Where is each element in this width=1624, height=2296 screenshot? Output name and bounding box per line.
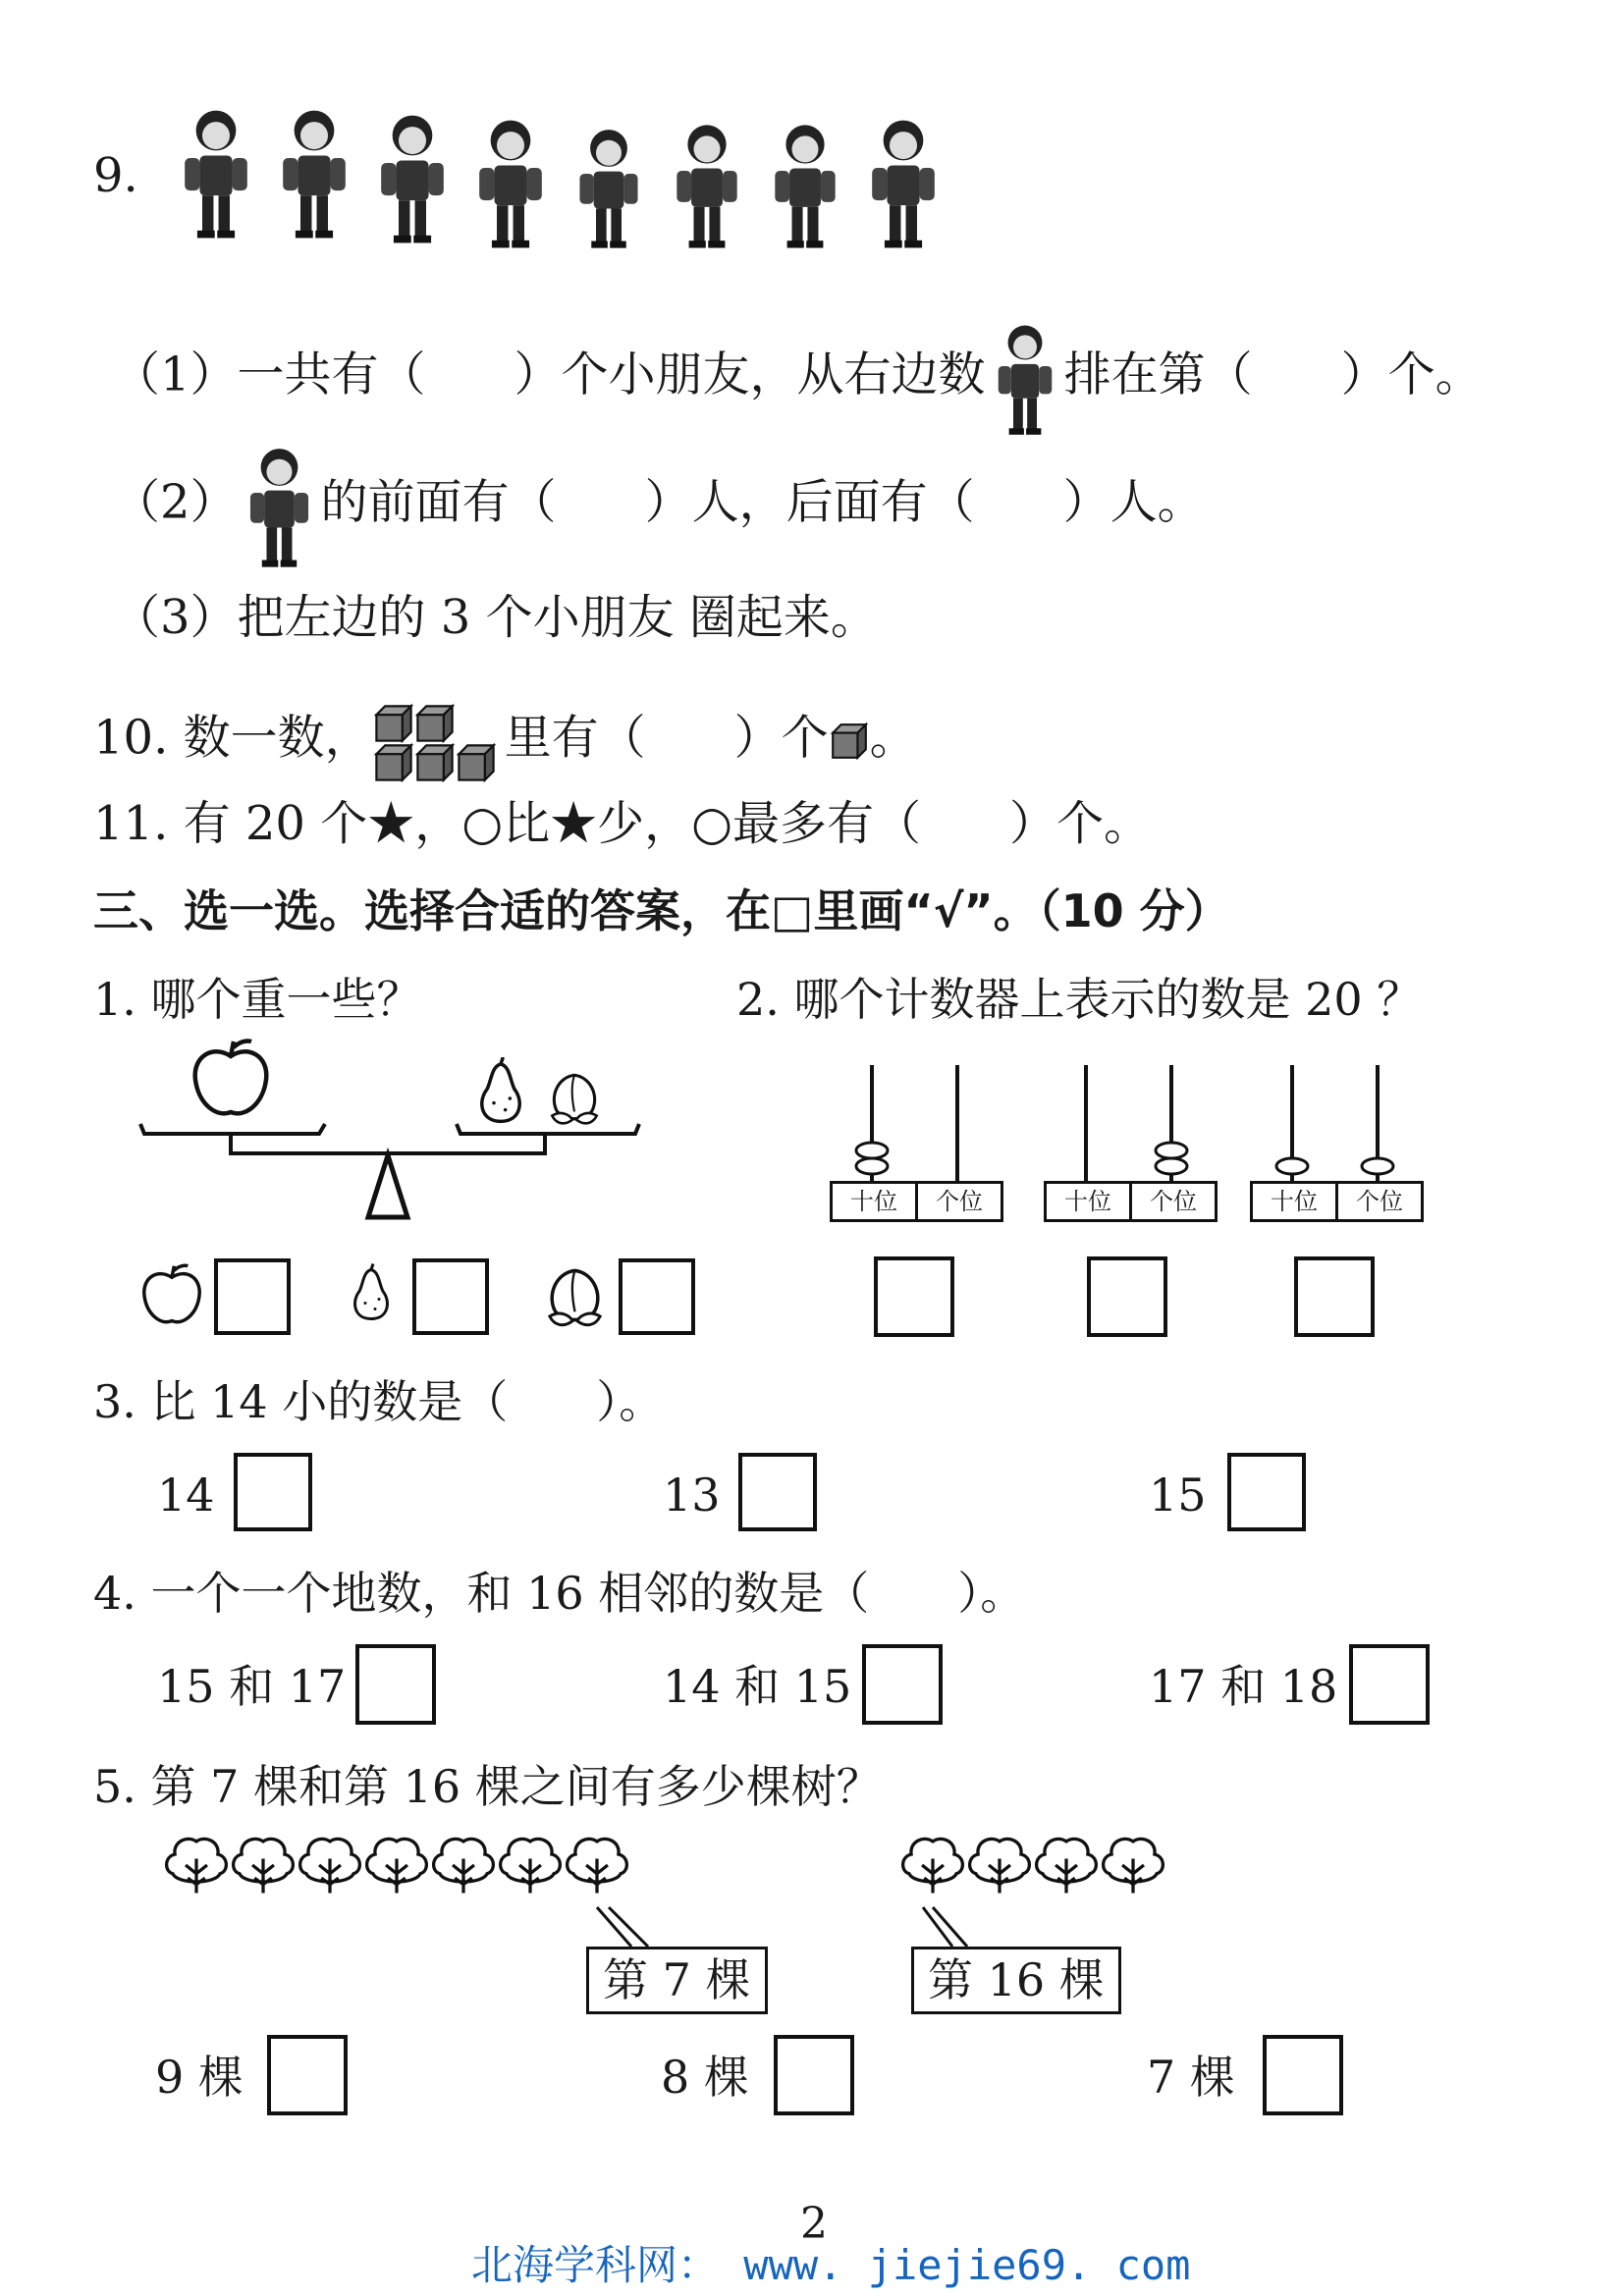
q10-text-a: 10. 数一数， <box>93 710 372 766</box>
q9-p2-text-b: 的前面有（ <box>320 474 557 530</box>
q9-p2-text-d: ）人。 <box>1062 474 1205 530</box>
abacus-2-answer-box[interactable] <box>1087 1256 1167 1337</box>
q9-part1 <box>113 319 1483 437</box>
q9-p1-text-a: （1）一共有（ <box>113 347 426 402</box>
q9-part3: （3）把左边的 3 个小朋友 圈起来。 <box>113 590 878 645</box>
q11 <box>93 796 1151 851</box>
q9-p2-text-c: ）人，后面有（ <box>644 474 975 530</box>
abacus-1 <box>830 1065 1001 1222</box>
s4-option-2-box[interactable] <box>862 1644 943 1725</box>
s4-option-1-box[interactable] <box>355 1644 436 1725</box>
s3-title-end: ）。 <box>596 1375 665 1428</box>
s2-title: 2. 哪个计数器上表示的数是 20 ？ <box>736 973 1423 1026</box>
abacus-3 <box>1250 1065 1422 1222</box>
q9-number: 9. <box>93 148 138 203</box>
s3-option-3-label: 15 <box>1149 1468 1207 1522</box>
section3-title: 三、选一选。选择合适的答案，在□里画“√”。（10 分） <box>93 884 1230 937</box>
abacus-2-base <box>1044 1181 1218 1222</box>
s3-option-1-label: 14 <box>157 1468 215 1522</box>
child-icon <box>986 319 1064 437</box>
pear-answer-box[interactable] <box>412 1258 489 1335</box>
q9-part2 <box>113 442 1205 569</box>
s5-option-3-label: 7 棵 <box>1147 2051 1235 2104</box>
q11-text-b: ）个。 <box>1008 796 1151 851</box>
s3-title-text: 3. 比 14 小的数是（ <box>93 1375 509 1428</box>
q10 <box>93 697 917 785</box>
abacus-1-base <box>830 1181 1003 1222</box>
q10-text-c: ）个 <box>733 710 829 766</box>
balance-scale <box>133 1036 653 1227</box>
child-girl-icon <box>238 442 321 569</box>
abacus-2-ones-label: 个位 <box>1150 1188 1197 1215</box>
children-row <box>177 103 982 254</box>
abacus-3-tens-label: 十位 <box>1253 1184 1338 1219</box>
peach-answer-box[interactable] <box>619 1258 695 1335</box>
abacus-1-answer-box[interactable] <box>874 1256 954 1337</box>
page-number: 2 <box>800 2199 828 2249</box>
s3-title <box>93 1375 665 1428</box>
abacus-1-rods <box>830 1065 1001 1183</box>
s4-title <box>93 1567 1026 1620</box>
tree-16-label: 第 16 棵 <box>911 1947 1121 2014</box>
abacus-1-tens-label: 十位 <box>833 1184 918 1219</box>
apple-answer-box[interactable] <box>214 1258 291 1335</box>
peach-icon <box>538 1261 612 1330</box>
abacus-1-ones-label: 个位 <box>936 1188 983 1215</box>
s3-option-3-box[interactable] <box>1227 1453 1306 1531</box>
s4-title-text: 4. 一个一个地数，和 16 相邻的数是（ <box>93 1567 870 1620</box>
s5-title: 5. 第 7 棵和第 16 棵之间有多少棵树？ <box>93 1760 882 1813</box>
s5-option-1-box[interactable] <box>267 2035 348 2115</box>
q9-p1-text-d: ）个。 <box>1340 347 1483 402</box>
q9-p1-text-b: ）个小朋友，从右边数 <box>514 347 986 402</box>
s5-option-2-box[interactable] <box>774 2035 854 2115</box>
q9-p2-text-a: （2） <box>113 474 238 530</box>
abacus-2-rods <box>1044 1065 1216 1183</box>
apple-icon <box>137 1261 206 1330</box>
pear-icon <box>342 1256 401 1330</box>
abacus-3-base <box>1250 1181 1424 1222</box>
s5-option-3-box[interactable] <box>1263 2035 1343 2115</box>
s4-option-2-label: 14 和 15 <box>663 1660 852 1713</box>
s3-option-1-box[interactable] <box>234 1453 312 1531</box>
cube-icon <box>829 721 870 762</box>
s5-option-1-label: 9 棵 <box>155 2051 244 2104</box>
children-illustration <box>177 103 982 250</box>
q10-text-d: 。 <box>869 710 917 766</box>
tree-7-label: 第 7 棵 <box>586 1947 768 2014</box>
q10-text-b: 里有（ <box>504 710 646 766</box>
q9-p1-text-c: 排在第（ <box>1063 347 1253 402</box>
footer-website[interactable]: 北海学科网： www. jiejie69. com <box>471 2241 1191 2289</box>
abacus-3-ones-label: 个位 <box>1356 1188 1403 1215</box>
abacus-2 <box>1044 1065 1216 1222</box>
s1-title: 1. 哪个重一些？ <box>93 973 422 1026</box>
abacus-2-tens-label: 十位 <box>1047 1184 1132 1219</box>
s4-option-3-label: 17 和 18 <box>1149 1660 1338 1713</box>
s3-option-2-label: 13 <box>663 1468 721 1522</box>
abacus-3-rods <box>1250 1065 1422 1183</box>
s4-option-1-label: 15 和 17 <box>157 1660 347 1713</box>
s3-option-2-box[interactable] <box>738 1453 817 1531</box>
q11-text-a: 11. 有 20 个★，○比★少，○最多有（ <box>93 796 921 851</box>
abacus-3-answer-box[interactable] <box>1294 1256 1375 1337</box>
s4-title-end: ）。 <box>957 1567 1026 1620</box>
s4-option-3-box[interactable] <box>1349 1644 1430 1725</box>
s5-option-2-label: 8 棵 <box>661 2051 749 2104</box>
cube-stack-icon <box>372 697 505 785</box>
